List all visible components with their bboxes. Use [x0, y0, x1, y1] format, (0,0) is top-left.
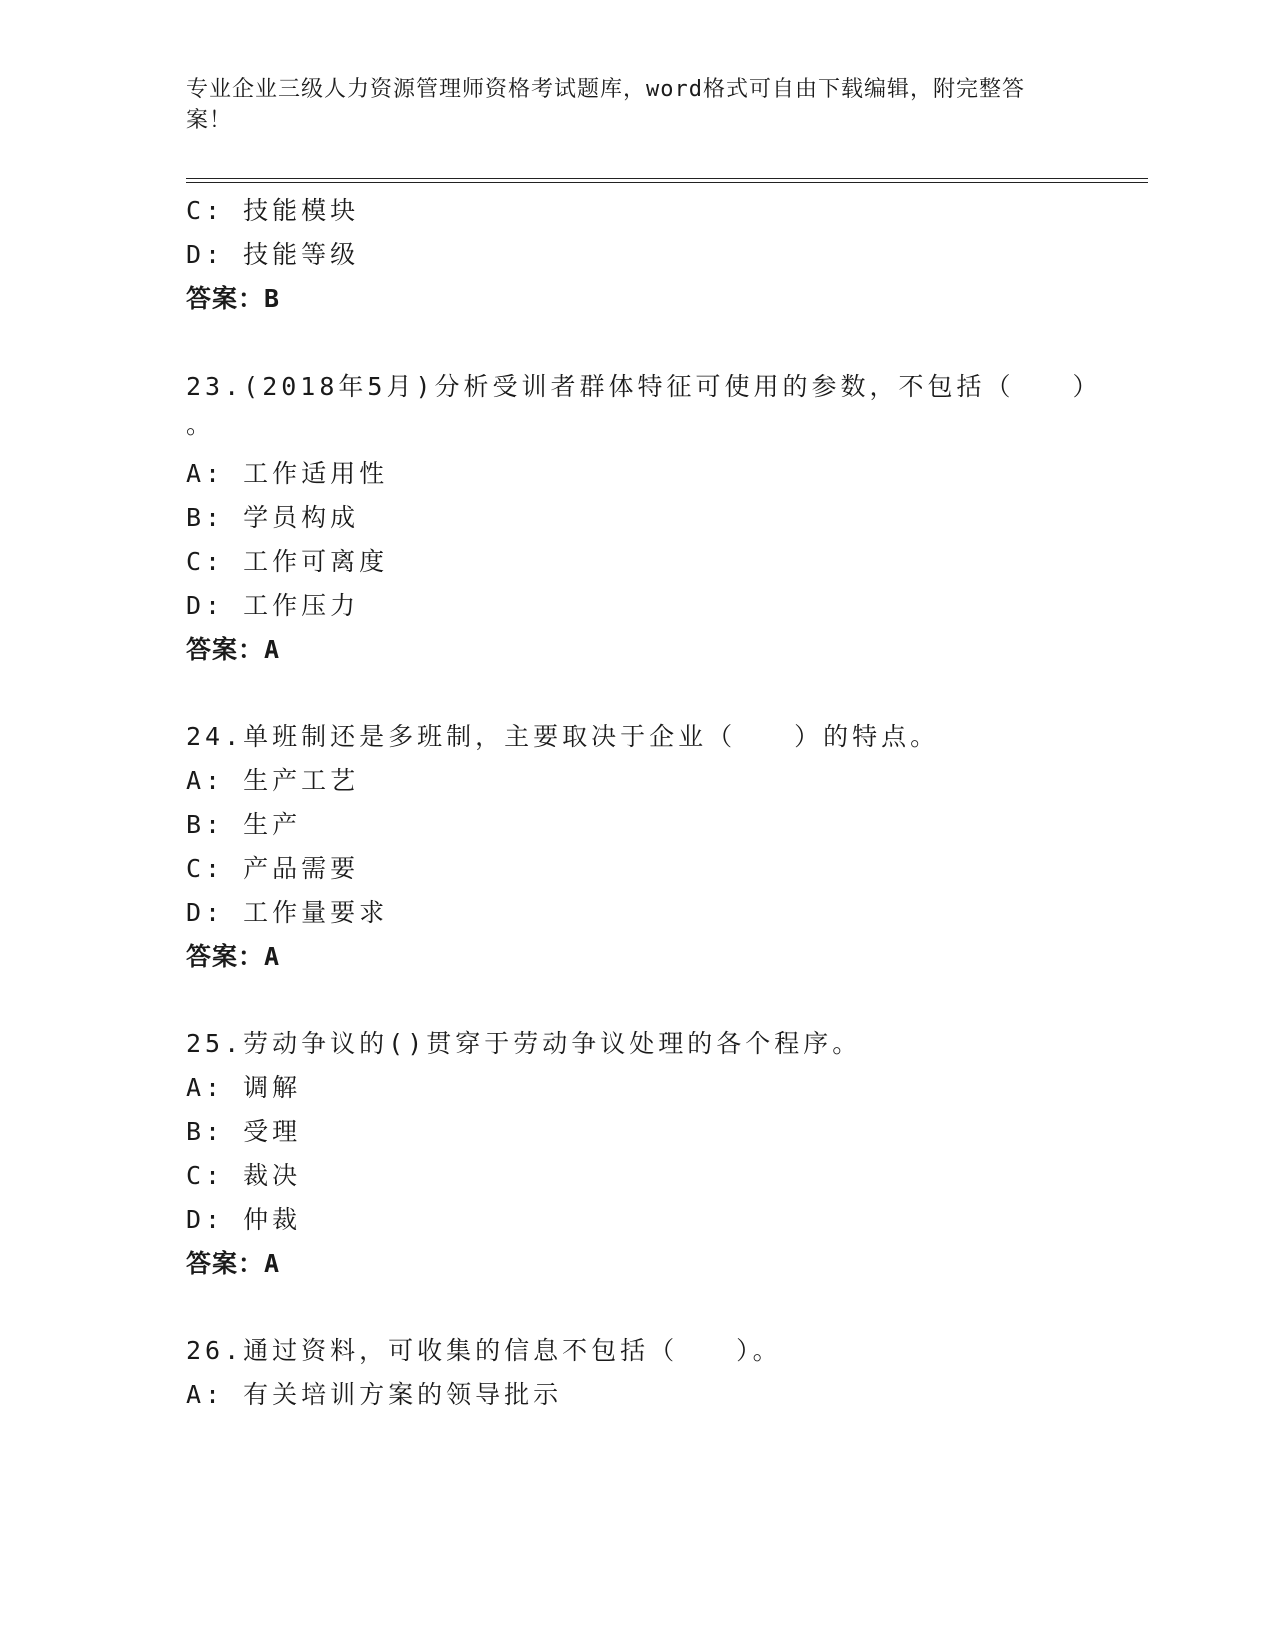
q25-option-b: B: 受理 [186, 1117, 302, 1146]
q23-option-b: B: 学员构成 [186, 503, 360, 532]
q25-option-d: D: 仲裁 [186, 1205, 302, 1234]
q25-option-a: A: 调解 [186, 1073, 302, 1102]
q24-option-a: A: 生产工艺 [186, 766, 360, 795]
q23-stem: 23.(2018年5月)分析受训者群体特征可使用的参数，不包括（ ） [186, 372, 1102, 401]
q22-option-d: D: 技能等级 [186, 240, 360, 269]
q24-answer: 答案：A [186, 942, 281, 971]
q23-stem-tail: 。 [186, 410, 212, 439]
q25-option-c: C: 裁决 [186, 1161, 302, 1190]
q23-answer: 答案：A [186, 635, 281, 664]
q24-option-b: B: 生产 [186, 810, 302, 839]
header-divider-top [186, 178, 1148, 179]
q23-option-a: A: 工作适用性 [186, 459, 389, 488]
q23-option-c: C: 工作可离度 [186, 547, 389, 576]
q22-option-c: C: 技能模块 [186, 196, 360, 225]
q24-stem: 24.单班制还是多班制，主要取决于企业（ ）的特点。 [186, 722, 940, 751]
q25-stem: 25.劳动争议的()贯穿于劳动争议处理的各个程序。 [186, 1029, 862, 1058]
document-header: 专业企业三级人力资源管理师资格考试题库，word格式可自由下载编辑，附完整答案！ [186, 77, 1025, 133]
q25-answer: 答案：A [186, 1249, 281, 1278]
q22-answer: 答案：B [186, 284, 281, 313]
header-divider-bottom [186, 182, 1148, 183]
q24-option-c: C: 产品需要 [186, 854, 360, 883]
q24-option-d: D: 工作量要求 [186, 898, 389, 927]
q23-option-d: D: 工作压力 [186, 591, 360, 620]
q26-stem: 26.通过资料，可收集的信息不包括（ ）。 [186, 1336, 782, 1365]
q26-option-a: A: 有关培训方案的领导批示 [186, 1380, 563, 1409]
